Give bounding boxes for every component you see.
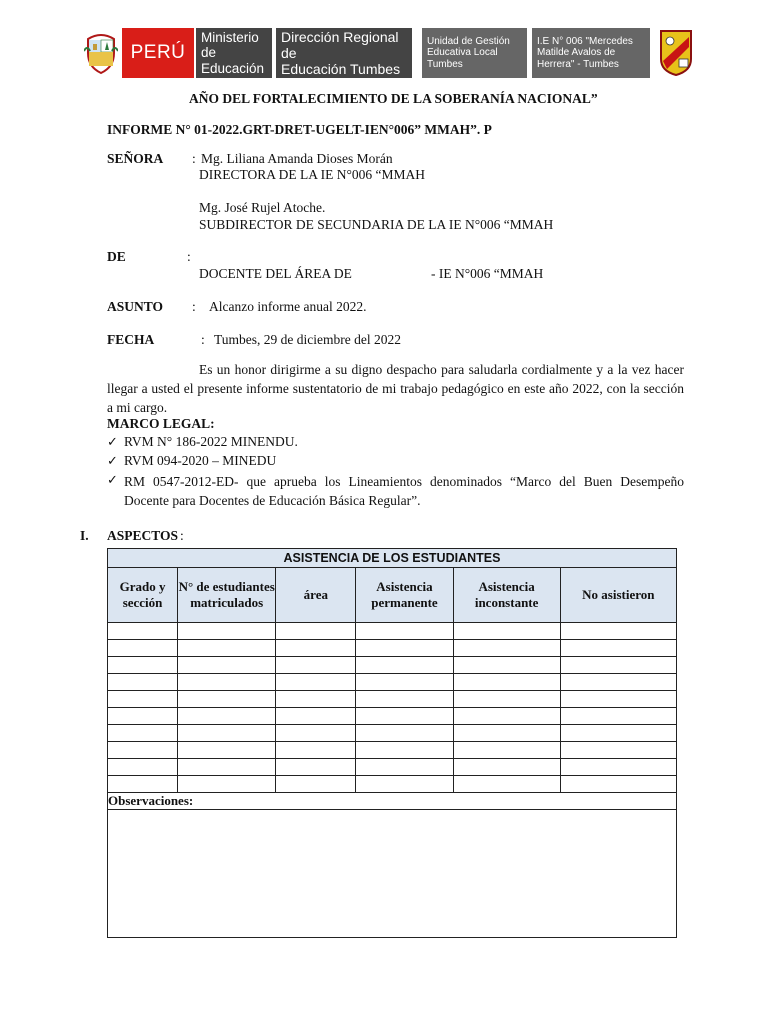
table-cell[interactable]: [276, 759, 356, 776]
table-cell[interactable]: [356, 691, 453, 708]
table-cell[interactable]: [178, 691, 276, 708]
ministerio-label: Ministerio de Educación: [196, 28, 272, 78]
table-cell[interactable]: [276, 776, 356, 793]
table-cell[interactable]: [108, 776, 178, 793]
table-cell[interactable]: [276, 640, 356, 657]
marco-legal-title: MARCO LEGAL:: [107, 416, 215, 431]
table-cell[interactable]: [356, 776, 453, 793]
sender-area: DOCENTE DEL ÁREA DE: [199, 266, 352, 281]
asunto-label: ASUNTO: [107, 299, 164, 314]
report-title: INFORME N° 01-2022.GRT-DRET-UGELT-IEN°006” MMAH”. P: [107, 122, 492, 137]
table-cell[interactable]: [276, 691, 356, 708]
check-icon: ✓: [107, 453, 118, 468]
observaciones-label: Observaciones:: [108, 793, 677, 810]
table-cell[interactable]: [178, 776, 276, 793]
table-row: [108, 657, 677, 674]
asunto-colon: :: [192, 299, 196, 314]
table-cell[interactable]: [356, 674, 453, 691]
table-cell[interactable]: [108, 708, 178, 725]
table-cell[interactable]: [108, 640, 178, 657]
senora-colon: :: [192, 151, 196, 166]
table-cell[interactable]: [356, 742, 453, 759]
table-cell[interactable]: [108, 725, 178, 742]
recipient-name-1: Mg. Liliana Amanda Dioses Morán: [201, 151, 393, 166]
table-cell[interactable]: [276, 657, 356, 674]
legal-item-1: RVM N° 186-2022 MINENDU.: [124, 434, 298, 449]
column-header-grado: Grado y sección: [108, 568, 178, 623]
year-title: AÑO DEL FORTALECIMIENTO DE LA SOBERANÍA NACIONAL”: [189, 91, 598, 106]
table-row: [108, 725, 677, 742]
table-row: [108, 691, 677, 708]
table-cell[interactable]: [453, 742, 560, 759]
table-cell[interactable]: [453, 759, 560, 776]
table-cell[interactable]: [178, 759, 276, 776]
table-cell[interactable]: [178, 657, 276, 674]
table-cell[interactable]: [560, 657, 676, 674]
recipient-name-2: Mg. José Rujel Atoche.: [199, 200, 326, 215]
table-cell[interactable]: [178, 725, 276, 742]
table-cell[interactable]: [453, 708, 560, 725]
table-row: [108, 674, 677, 691]
table-cell[interactable]: [276, 674, 356, 691]
header-banner: [82, 28, 700, 78]
table-title: ASISTENCIA DE LOS ESTUDIANTES: [108, 549, 677, 568]
section-title: ASPECTOS: [107, 528, 179, 543]
table-cell[interactable]: [453, 657, 560, 674]
observaciones-area[interactable]: [108, 810, 677, 938]
section-number: I.: [80, 528, 89, 543]
column-header-asistencia-permanente: Asistencia permanente: [356, 568, 453, 623]
table-cell[interactable]: [276, 623, 356, 640]
fecha-colon: :: [201, 332, 205, 347]
ugel-label: Unidad de Gestión Educativa Local Tumbes: [422, 28, 527, 78]
table-header-row: [108, 568, 677, 623]
table-cell[interactable]: [356, 657, 453, 674]
legal-item-2: RVM 094-2020 – MINEDU: [124, 453, 277, 468]
school-crest-icon: [658, 28, 694, 78]
recipient-role-2: SUBDIRECTOR DE SECUNDARIA DE LA IE N°006 “MMAH: [199, 217, 554, 232]
table-cell[interactable]: [560, 776, 676, 793]
table-cell[interactable]: [178, 708, 276, 725]
table-cell[interactable]: [560, 691, 676, 708]
table-row: [108, 759, 677, 776]
table-row: [108, 742, 677, 759]
table-row: [108, 776, 677, 793]
column-header-matriculados: N° de estudiantes matriculados: [178, 568, 276, 623]
table-row: [108, 708, 677, 725]
table-cell[interactable]: [560, 742, 676, 759]
table-cell[interactable]: [276, 708, 356, 725]
table-cell[interactable]: [108, 742, 178, 759]
table-cell[interactable]: [453, 691, 560, 708]
de-label: DE: [107, 249, 126, 264]
table-cell[interactable]: [108, 623, 178, 640]
table-cell[interactable]: [560, 725, 676, 742]
table-cell[interactable]: [108, 759, 178, 776]
attendance-table: [107, 548, 677, 938]
table-cell[interactable]: [560, 623, 676, 640]
table-cell[interactable]: [178, 674, 276, 691]
table-cell[interactable]: [178, 742, 276, 759]
legal-item-3: RM 0547-2012-ED- que aprueba los Lineamientos denominados “Marco del Buen Desempeño Docente para Docentes de Educación Básica Regular”.: [124, 474, 684, 508]
table-cell[interactable]: [178, 623, 276, 640]
peru-label: PERÚ: [122, 28, 194, 78]
table-cell[interactable]: [453, 674, 560, 691]
senora-label: SEÑORA: [107, 151, 164, 166]
table-cell[interactable]: [356, 725, 453, 742]
ie-label: I.E N° 006 "Mercedes Matilde Avalos de Herrera" - Tumbes: [532, 28, 650, 78]
table-cell[interactable]: [356, 759, 453, 776]
table-cell[interactable]: [108, 691, 178, 708]
fecha-label: FECHA: [107, 332, 155, 347]
peru-coat-of-arms-icon: [82, 28, 120, 78]
table-cell[interactable]: [356, 708, 453, 725]
table-cell[interactable]: [453, 640, 560, 657]
table-cell[interactable]: [276, 742, 356, 759]
table-cell[interactable]: [560, 640, 676, 657]
table-cell[interactable]: [453, 623, 560, 640]
fecha-value: Tumbes, 29 de diciembre del 2022: [214, 332, 401, 347]
table-cell[interactable]: [178, 640, 276, 657]
check-icon: ✓: [107, 434, 118, 449]
table-row: [108, 623, 677, 640]
section-colon: :: [180, 528, 184, 543]
direccion-regional-label: Dirección Regional de Educación Tumbes: [276, 28, 412, 78]
column-header-asistencia-inconstante: Asistencia inconstante: [453, 568, 560, 623]
column-header-area: área: [276, 568, 356, 623]
asunto-value: Alcanzo informe anual 2022.: [209, 299, 367, 314]
de-colon: :: [187, 249, 191, 264]
table-cell[interactable]: [108, 657, 178, 674]
table-cell[interactable]: [276, 725, 356, 742]
table-cell[interactable]: [108, 674, 178, 691]
column-header-no-asistieron: No asistieron: [560, 568, 676, 623]
recipient-role-1: DIRECTORA DE LA IE N°006 “MMAH: [199, 167, 426, 182]
intro-paragraph: [107, 360, 684, 417]
table-cell[interactable]: [356, 623, 453, 640]
table-cell[interactable]: [453, 725, 560, 742]
table-cell[interactable]: [356, 640, 453, 657]
table-cell[interactable]: [560, 708, 676, 725]
check-icon: ✓: [107, 472, 118, 487]
intro-text: Es un honor dirigirme a su digno despacho para saludarla cordialmente y a la vez hacer llegar a usted el presente informe sustentatorio de mi trabajo pedagógico en este año 2022, con la sección a mi cargo.: [107, 362, 684, 415]
sender-institution: - IE N°006 “MMAH: [431, 266, 544, 281]
table-row: [108, 640, 677, 657]
table-cell[interactable]: [560, 759, 676, 776]
table-cell[interactable]: [453, 776, 560, 793]
table-cell[interactable]: [560, 674, 676, 691]
